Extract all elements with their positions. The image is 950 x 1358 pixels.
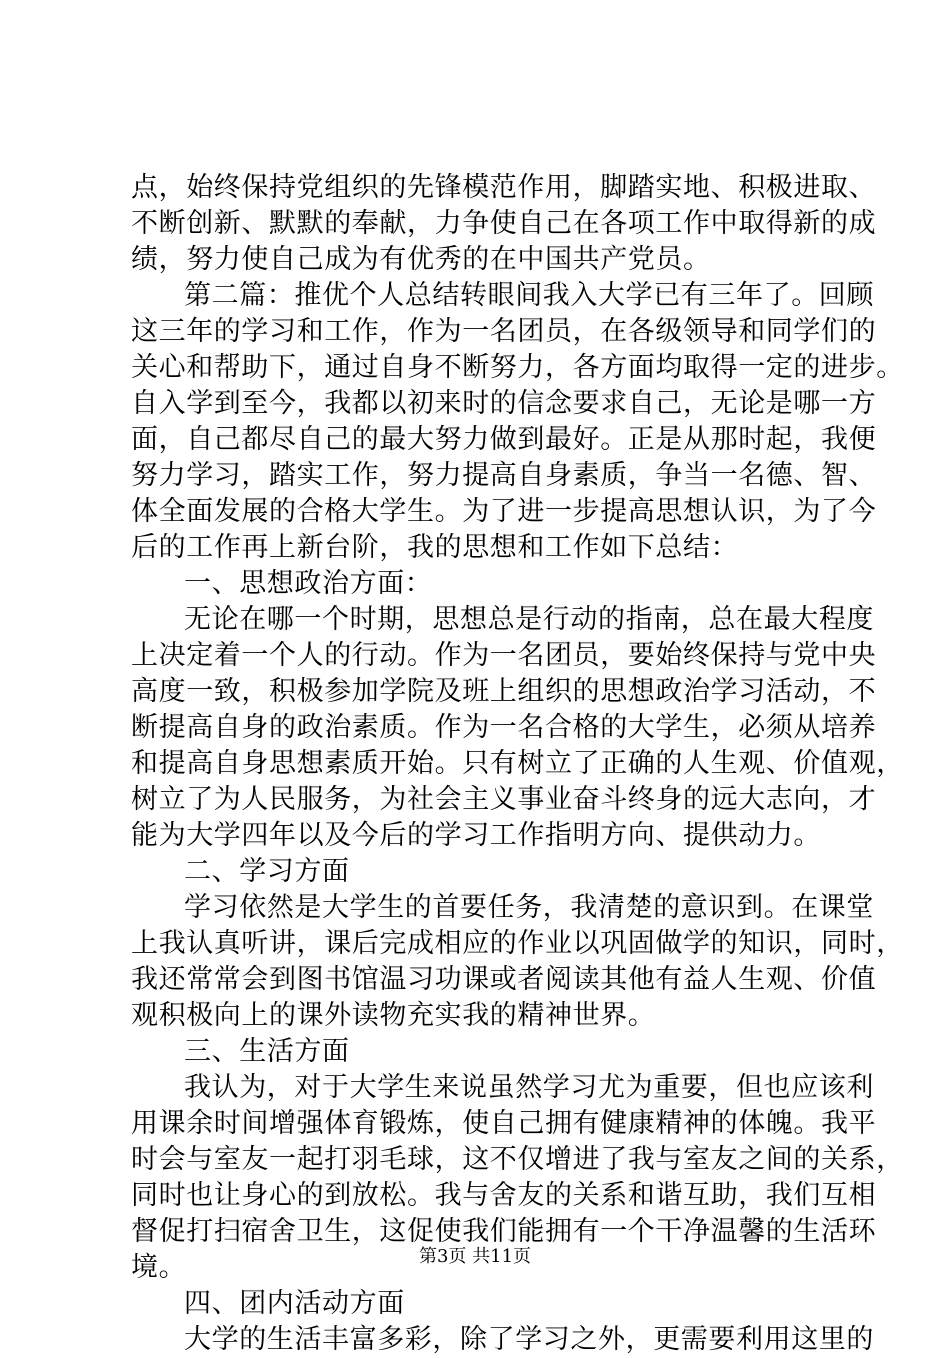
text-line: 学习依然是大学生的首要任务，我清楚的意识到。在课堂 xyxy=(184,892,874,923)
text-line: 二、学习方面 xyxy=(184,856,350,887)
text-line: 同时也让身心的到放松。我与舍友的关系和谐互助，我们互相 xyxy=(131,1180,877,1211)
text-line: 上我认真听讲，课后完成相应的作业以巩固做学的知识，同时， xyxy=(131,928,904,959)
text-line: 树立了为人民服务，为社会主义事业奋斗终身的远大志向，才 xyxy=(131,784,877,815)
page-number-footer: 第3页 共11页 xyxy=(418,1246,532,1267)
text-line: 这三年的学习和工作，作为一名团员，在各级领导和同学们的 xyxy=(131,316,877,347)
text-line: 观积极向上的课外读物充实我的精神世界。 xyxy=(131,1000,656,1031)
text-line: 面，自己都尽自己的最大努力做到最好。正是从那时起，我便 xyxy=(131,424,877,455)
text-line: 绩，努力使自己成为有优秀的在中国共产党员。 xyxy=(131,244,711,275)
text-line: 断提高自身的政治素质。作为一名合格的大学生，必须从培养 xyxy=(131,712,877,743)
text-line: 四、团内活动方面 xyxy=(184,1288,405,1319)
text-line: 我认为，对于大学生来说虽然学习尤为重要，但也应该利 xyxy=(184,1072,874,1103)
document-body-text xyxy=(131,170,904,1358)
text-line: 上决定着一个人的行动。作为一名团员，要始终保持与党中央 xyxy=(131,640,877,671)
text-line: 三、生活方面 xyxy=(184,1036,350,1067)
text-line: 我还常常会到图书馆温习功课或者阅读其他有益人生观、价值 xyxy=(131,964,877,995)
text-line: 一、思想政治方面： xyxy=(184,568,433,599)
text-line: 努力学习，踏实工作，努力提高自身素质，争当一名德、智、 xyxy=(131,460,877,491)
text-line: 不断创新、默默的奉献，力争使自己在各项工作中取得新的成 xyxy=(131,208,877,239)
text-line: 关心和帮助下，通过自身不断努力，各方面均取得一定的进步。 xyxy=(131,352,904,383)
text-line: 高度一致，积极参加学院及班上组织的思想政治学习活动，不 xyxy=(131,676,877,707)
text-line: 自入学到至今，我都以初来时的信念要求自己，无论是哪一方 xyxy=(131,388,877,419)
text-line: 用课余时间增强体育锻炼，使自己拥有健康精神的体魄。我平 xyxy=(131,1108,877,1139)
text-line: 点，始终保持党组织的先锋模范作用，脚踏实地、积极进取、 xyxy=(131,172,877,203)
text-line: 和提高自身思想素质开始。只有树立了正确的人生观、价值观， xyxy=(131,748,904,779)
text-line: 体全面发展的合格大学生。为了进一步提高思想认识，为了今 xyxy=(131,496,877,527)
text-line: 大学的生活丰富多彩，除了学习之外，更需要利用这里的 xyxy=(184,1324,874,1355)
text-line: 后的工作再上新台阶，我的思想和工作如下总结： xyxy=(131,532,739,563)
text-line: 督促打扫宿舍卫生，这促使我们能拥有一个干净温馨的生活环 xyxy=(131,1216,877,1247)
text-line: 无论在哪一个时期，思想总是行动的指南，总在最大程度 xyxy=(184,604,874,635)
text-line: 时会与室友一起打羽毛球，这不仅增进了我与室友之间的关系， xyxy=(131,1144,904,1175)
text-line: 境。 xyxy=(131,1252,187,1283)
text-line: 第二篇：推优个人总结转眼间我入大学已有三年了。回顾 xyxy=(184,280,874,311)
text-line: 能为大学四年以及今后的学习工作指明方向、提供动力。 xyxy=(131,820,821,851)
